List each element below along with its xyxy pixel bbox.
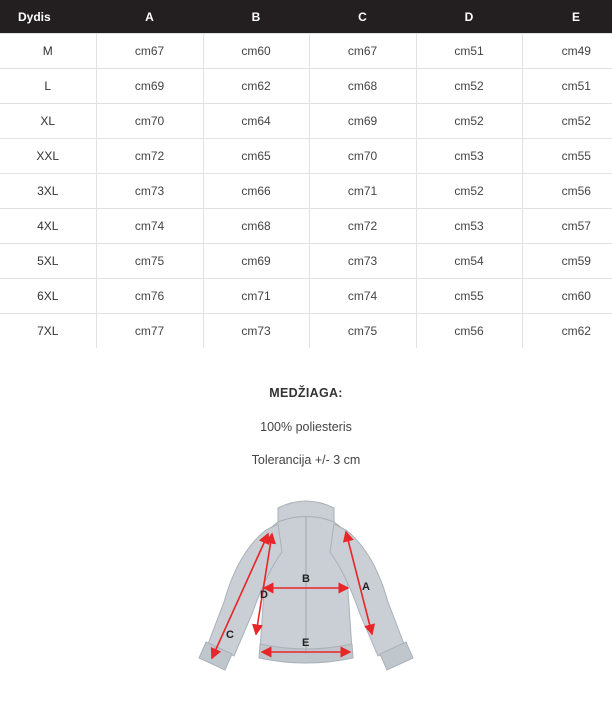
cell-b: cm62 bbox=[203, 69, 309, 104]
size-table-body bbox=[0, 34, 612, 349]
jacket-diagram-svg bbox=[176, 486, 436, 711]
cell-a: cm73 bbox=[96, 174, 203, 209]
table-row bbox=[0, 104, 612, 139]
table-row bbox=[0, 314, 612, 349]
cell-c: cm74 bbox=[309, 279, 416, 314]
column-header-d: D bbox=[416, 0, 522, 34]
size-table-header bbox=[0, 0, 612, 34]
table-row bbox=[0, 34, 612, 69]
diagram-label-b: B bbox=[302, 573, 310, 585]
cell-a: cm70 bbox=[96, 104, 203, 139]
column-header-size: Dydis bbox=[0, 0, 96, 34]
cell-a: cm72 bbox=[96, 139, 203, 174]
cell-size: 5XL bbox=[0, 244, 96, 279]
cell-size: XL bbox=[0, 104, 96, 139]
cell-size: 7XL bbox=[0, 314, 96, 349]
section-spacer bbox=[0, 348, 612, 386]
cell-d: cm53 bbox=[416, 209, 522, 244]
cell-c: cm69 bbox=[309, 104, 416, 139]
column-header-a: A bbox=[96, 0, 203, 34]
cell-e: cm57 bbox=[522, 209, 612, 244]
table-row bbox=[0, 69, 612, 104]
table-row bbox=[0, 174, 612, 209]
cell-b: cm66 bbox=[203, 174, 309, 209]
table-row bbox=[0, 244, 612, 279]
cell-e: cm51 bbox=[522, 69, 612, 104]
cell-b: cm64 bbox=[203, 104, 309, 139]
material-title: MEDŽIAGA: bbox=[269, 386, 343, 400]
cell-b: cm71 bbox=[203, 279, 309, 314]
material-composition: 100% poliesteris bbox=[260, 420, 352, 434]
cell-d: cm52 bbox=[416, 104, 522, 139]
diagram-label-e: E bbox=[302, 637, 310, 649]
cell-b: cm69 bbox=[203, 244, 309, 279]
cell-c: cm68 bbox=[309, 69, 416, 104]
cell-size: M bbox=[0, 34, 96, 69]
diagram-label-a: A bbox=[362, 581, 370, 593]
cell-a: cm67 bbox=[96, 34, 203, 69]
cell-b: cm73 bbox=[203, 314, 309, 349]
cell-d: cm52 bbox=[416, 174, 522, 209]
cell-d: cm52 bbox=[416, 69, 522, 104]
cell-c: cm70 bbox=[309, 139, 416, 174]
cell-size: 3XL bbox=[0, 174, 96, 209]
measurement-diagram bbox=[0, 486, 612, 711]
table-row bbox=[0, 139, 612, 174]
table-header-row bbox=[0, 0, 612, 34]
cell-d: cm53 bbox=[416, 139, 522, 174]
cell-d: cm55 bbox=[416, 279, 522, 314]
cell-size: XXL bbox=[0, 139, 96, 174]
column-header-e: E bbox=[522, 0, 612, 34]
cell-size: 4XL bbox=[0, 209, 96, 244]
cell-e: cm56 bbox=[522, 174, 612, 209]
material-info bbox=[0, 386, 612, 467]
cell-b: cm60 bbox=[203, 34, 309, 69]
material-tolerance: Tolerancija +/- 3 cm bbox=[251, 453, 361, 467]
cell-e: cm62 bbox=[522, 314, 612, 349]
cell-e: cm55 bbox=[522, 139, 612, 174]
column-header-b: B bbox=[203, 0, 309, 34]
cell-e: cm52 bbox=[522, 104, 612, 139]
cell-a: cm77 bbox=[96, 314, 203, 349]
cell-size: 6XL bbox=[0, 279, 96, 314]
cell-d: cm54 bbox=[416, 244, 522, 279]
cell-b: cm65 bbox=[203, 139, 309, 174]
cell-a: cm76 bbox=[96, 279, 203, 314]
cell-e: cm49 bbox=[522, 34, 612, 69]
cell-c: cm75 bbox=[309, 314, 416, 349]
cell-d: cm56 bbox=[416, 314, 522, 349]
table-row bbox=[0, 279, 612, 314]
size-table bbox=[0, 0, 612, 348]
diagram-label-d: D bbox=[260, 589, 268, 601]
column-header-c: C bbox=[309, 0, 416, 34]
diagram-label-c: C bbox=[226, 629, 234, 641]
cell-b: cm68 bbox=[203, 209, 309, 244]
cell-a: cm74 bbox=[96, 209, 203, 244]
cell-c: cm67 bbox=[309, 34, 416, 69]
cell-a: cm69 bbox=[96, 69, 203, 104]
cell-c: cm73 bbox=[309, 244, 416, 279]
cell-size: L bbox=[0, 69, 96, 104]
table-row bbox=[0, 209, 612, 244]
cell-d: cm51 bbox=[416, 34, 522, 69]
cell-e: cm60 bbox=[522, 279, 612, 314]
cell-c: cm71 bbox=[309, 174, 416, 209]
cell-e: cm59 bbox=[522, 244, 612, 279]
cell-c: cm72 bbox=[309, 209, 416, 244]
cell-a: cm75 bbox=[96, 244, 203, 279]
